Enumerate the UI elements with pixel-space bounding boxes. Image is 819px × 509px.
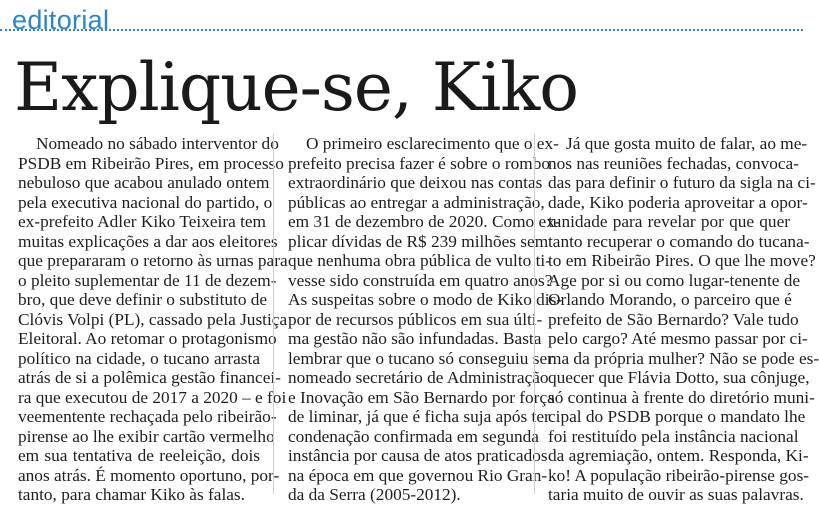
text-line: pela executiva nacional do partido, o bbox=[18, 192, 273, 212]
headline: Explique-se, Kiko bbox=[14, 49, 579, 126]
text-line: que nenhuma obra pública de vulto ti- bbox=[288, 251, 551, 270]
text-line: dade, Kiko poderia aproveitar a opor- bbox=[548, 192, 808, 212]
text-line: por de recursos públicos em sua últi- bbox=[288, 309, 543, 329]
text-line: tanto, para chamar Kiko às falas. bbox=[18, 485, 245, 504]
text-line: Eleitoral. Ao retomar o protagonismo bbox=[18, 329, 277, 348]
text-line: anos atrás. É momento oportuno, por- bbox=[18, 465, 280, 485]
text-line: prefeito precisa fazer é sobre o rombo bbox=[288, 153, 550, 173]
text-line: só continua à frente do diretório muni- bbox=[548, 387, 815, 407]
text-line: nomeado secretário de Administração bbox=[288, 368, 549, 387]
text-line: públicas ao entregar a administração, bbox=[288, 192, 545, 212]
column-divider bbox=[273, 134, 274, 494]
text-line: político na cidade, o tucano arrasta bbox=[18, 348, 260, 368]
section-divider bbox=[0, 29, 803, 31]
text-line: que prepararam o retorno às urnas para bbox=[18, 251, 288, 270]
text-line: vesse sido construída em quatro anos? bbox=[288, 270, 553, 290]
text-line: Nomeado no sábado interventor do bbox=[36, 134, 279, 153]
column-3 bbox=[548, 134, 819, 505]
text-line: atrás de si a polêmica gestão financei- bbox=[18, 368, 281, 387]
text-line: foi restituído pela instância nacional bbox=[548, 426, 799, 446]
paragraph-1 bbox=[18, 134, 288, 505]
column-2 bbox=[288, 134, 563, 505]
text-line: da da Serra (2005-2012). bbox=[288, 485, 461, 504]
text-line: o pleito suplementar de 11 de dezem- bbox=[18, 270, 277, 290]
section-label: editorial bbox=[12, 5, 110, 35]
text-line: cipal do PSDB porque o mandato lhe bbox=[548, 407, 806, 426]
text-line: da agremiação, ontem. Responda, Ki- bbox=[548, 446, 809, 465]
paragraph-3 bbox=[548, 134, 819, 505]
text-line: e Inovação em São Bernardo por força bbox=[288, 387, 555, 407]
text-line: As suspeitas sobre o modo de Kiko dis- bbox=[288, 290, 563, 309]
text-line: em sua tentativa de reeleição, dois bbox=[18, 446, 260, 465]
text-line: em 31 de dezembro de 2020. Como ex- bbox=[288, 212, 561, 231]
text-line: pelo cargo? Até mesmo passar por ci- bbox=[548, 329, 808, 348]
text-line: bro, que deve definir o substituto de bbox=[18, 290, 268, 309]
paragraph-2 bbox=[288, 134, 563, 505]
text-line: tanto recuperar o comando do tucana- bbox=[548, 231, 810, 251]
text-line: instância por causa de atos praticados bbox=[288, 446, 548, 465]
text-line: lembrar que o tucano só conseguiu ser bbox=[288, 348, 553, 368]
text-line: na época em que governou Rio Gran- bbox=[288, 465, 548, 485]
text-line: nebuloso que acabou anulado ontem bbox=[18, 173, 270, 192]
text-line: extraordinário que deixou nas contas bbox=[288, 173, 543, 192]
text-line: Age por si ou como lugar-tenente de bbox=[548, 270, 801, 290]
text-line: de liminar, já que é ficha suja após ter bbox=[288, 407, 550, 426]
text-line: tunidade para revelar por que quer bbox=[548, 212, 790, 231]
text-line: PSDB em Ribeirão Pires, em processo bbox=[18, 153, 284, 173]
column-1 bbox=[18, 134, 288, 505]
text-line: condenação confirmada em segunda bbox=[288, 426, 539, 446]
text-line: quecer que Flávia Dotto, sua cônjuge, bbox=[548, 368, 810, 387]
text-line: prefeito de São Bernardo? Vale tudo bbox=[548, 309, 799, 329]
text-line: nos nas reuniões fechadas, convoca- bbox=[548, 153, 799, 173]
text-line: pirense ao lhe exibir cartão vermelho bbox=[18, 426, 275, 446]
text-line: to em Ribeirão Pires. O que lhe move? bbox=[548, 251, 816, 270]
text-line: ra que executou de 2017 a 2020 – e foi bbox=[18, 387, 287, 407]
text-line: ma gestão não são infundadas. Basta bbox=[288, 329, 542, 348]
text-line: Clóvis Volpi (PL), cassado pela Justiça bbox=[18, 309, 288, 329]
text-line: Orlando Morando, o parceiro que é bbox=[548, 290, 792, 309]
text-line: Já que gosta muito de falar, ao me- bbox=[566, 134, 808, 153]
text-line: ma da própria mulher? Não se pode es- bbox=[548, 348, 819, 368]
text-line: veementente rechaçada pelo ribeirão- bbox=[18, 407, 277, 426]
text-line: O primeiro esclarecimento que o ex- bbox=[306, 134, 559, 153]
text-line: taria muito de ouvir as suas palavras. bbox=[548, 485, 804, 504]
text-line: ko! A população ribeirão-pirense gos- bbox=[548, 465, 810, 485]
text-line: plicar dívidas de R$ 239 milhões sem bbox=[288, 231, 549, 251]
text-line: muitas explicações a dar aos eleitores bbox=[18, 231, 278, 251]
column-divider bbox=[534, 134, 535, 494]
text-line: das para definir o futuro da sigla na ci- bbox=[548, 173, 816, 192]
text-line: ex-prefeito Adler Kiko Teixeira tem bbox=[18, 212, 266, 231]
